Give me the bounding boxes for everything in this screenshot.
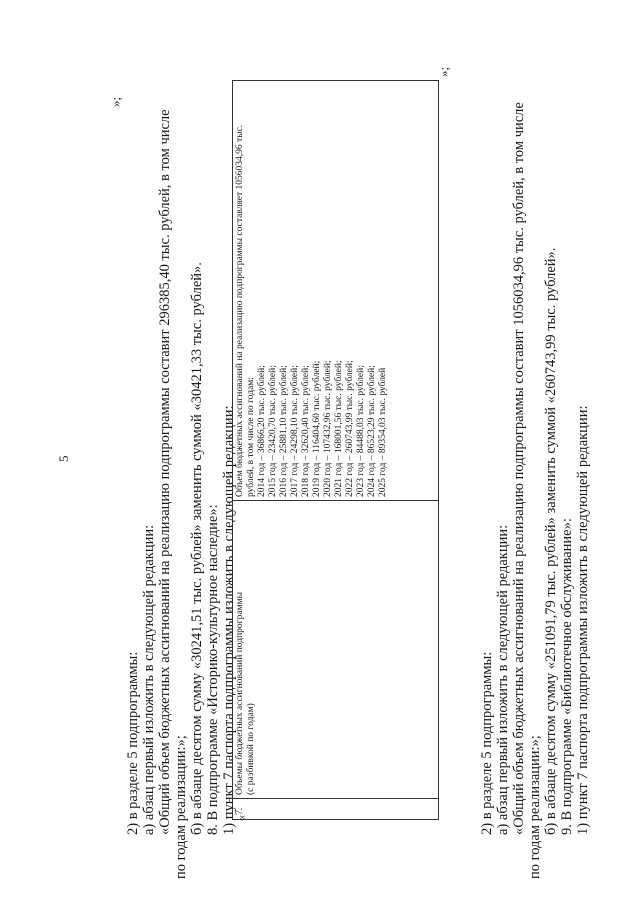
table-closing-quote: »; (436, 66, 451, 77)
para-a-3: «Общий объем бюджетных ассигнований на реализацию подпрограммы составит 296385,40 тыс. рублей, в том числе (157, 109, 173, 835)
para-a-6: 8. В подпрограмме «Историко-культурное наследие»: (205, 504, 221, 835)
table-content-line: 2016 год – 25881,10 тыс. рублей; (279, 365, 289, 497)
para-a-2: а) абзац первый изложить в следующей редакции: (141, 524, 157, 835)
table-content-line: 2025 год – 89354,03 тыс. рублей (378, 367, 388, 497)
para-a-4: по годам реализации:»; (173, 735, 189, 879)
para-b-4: по годам реализации:»; (527, 735, 543, 879)
para-b-2: а) абзац первый изложить в следующей редакции: (495, 524, 511, 835)
table-content-line: 2020 год – 107432,96 тыс. рублей; (323, 360, 333, 497)
table-content-line: 2015 год – 23420,70 тыс. рублей; (268, 365, 278, 497)
para-b-3: «Общий объем бюджетных ассигнований на реализацию подпрограммы составит 1056034,96 тыс. рублей, в том числе (511, 102, 527, 835)
table-content-line: 2017 год – 24298,10 тыс. рублей; (290, 365, 300, 497)
page-number: 5 (56, 455, 71, 462)
table-content-line: 2018 год – 32620,40 тыс. рублей; (301, 365, 311, 497)
table-content-line: 2021 год – 168001,56 тыс. рублей; (334, 360, 344, 497)
table-content-line: 2024 год – 86523,29 тыс. рублей; (367, 365, 377, 497)
closing-quote-top: »; (108, 96, 123, 107)
para-b-6: 9. В подпрограмме «Библиотечное обслуживание»: (559, 518, 575, 835)
table-content-line: 2019 год – 116404,60 тыс. рублей; (312, 360, 322, 497)
table-content-line: рублей, в том числе по годам: (246, 377, 256, 497)
para-b-5: б) в абзаце десятом сумму «251091,79 тыс. рублей» заменить суммой «260743,99 тыс. рублей». (543, 247, 559, 835)
passport-table (232, 80, 439, 820)
table-label-1: Объемы бюджетных ассигнований подпрограммы (235, 592, 245, 795)
para-b-7: 1) пункт 7 паспорта подпрограммы изложить в следующей редакции: (575, 405, 591, 835)
table-row-number: 7. (235, 807, 245, 815)
table-label-2: (с разбивкой по годам) (246, 703, 256, 795)
table-content-line: Объем бюджетных ассигнований на реализацию подпрограммы составляет 1056034,96 тыс. (235, 124, 245, 497)
table-content-line: 2022 год – 260743,99 тыс. рублей; (345, 360, 355, 497)
para-a-5: б) в абзаце десятом сумму «30241,51 тыс. рублей» заменить суммой «30421,33 тыс. рублей». (189, 262, 205, 835)
para-a-1: 2) в разделе 5 подпрограммы: (125, 651, 141, 835)
table-content-line: 2023 год – 84488,03 тыс. рублей; (356, 365, 366, 497)
para-a-7: 1) пункт 7 паспорта подпрограммы изложить в следующей редакции: (221, 405, 237, 835)
table-content-line: 2014 год – 36866,20 тыс. рублей; (257, 365, 267, 497)
para-b-1: 2) в разделе 5 подпрограммы: (479, 651, 495, 835)
open-quote: « (234, 815, 248, 821)
